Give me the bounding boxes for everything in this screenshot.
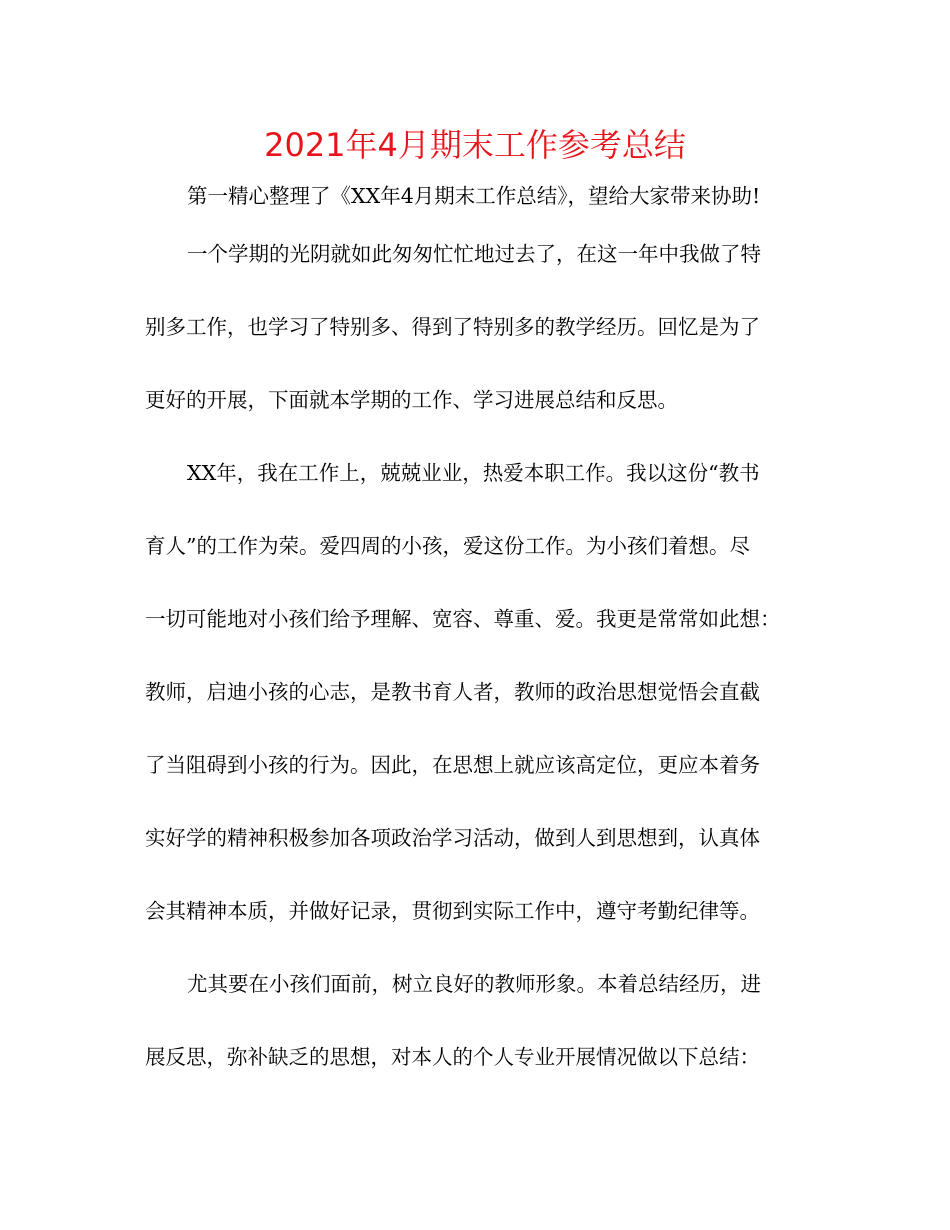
paragraph-line: 会其精神本质，并做好记录，贯彻到实际工作中，遵守考勤纪律等。 xyxy=(145,899,760,923)
document-body xyxy=(145,176,805,1110)
paragraph-line: 展反思，弥补缺乏的思想，对本人的个人专业开展情况做以下总结： xyxy=(145,1045,760,1069)
paragraph-line: 尤其要在小孩们面前，树立良好的教师形象。本着总结经历，进 xyxy=(187,972,761,996)
paragraph-line: 育人”的工作为荣。爱四周的小孩，爱这份工作。为小孩们着想。尽 xyxy=(145,534,750,558)
paragraph-line: 第一精心整理了《XX年4月期末工作总结》，望给大家带来协助! xyxy=(187,184,761,208)
paragraph-line: 实好学的精神积极参加各项政治学习活动，做到人到思想到，认真体 xyxy=(145,826,760,850)
paragraph-line: 别多工作，也学习了特别多、得到了特别多的教学经历。回忆是为了 xyxy=(145,315,760,339)
paragraph-line: 了当阻碍到小孩的行为。因此，在思想上就应该高定位，更应本着务 xyxy=(145,753,760,777)
paragraph-line: XX年，我在工作上，兢兢业业，热爱本职工作。我以这份“教书 xyxy=(187,461,760,485)
paragraph-line: 一个学期的光阴就如此匆匆忙忙地过去了，在这一年中我做了特 xyxy=(187,242,761,266)
paragraph-line: 教师，启迪小孩的心志，是教书育人者，教师的政治思想觉悟会直截 xyxy=(145,680,760,704)
paragraph-line: 一切可能地对小孩们给予理解、宽容、尊重、爱。我更是常常如此想： xyxy=(145,607,781,631)
document-title: 2021年4月期末工作参考总结 xyxy=(264,126,686,164)
paragraph-line: 更好的开展，下面就本学期的工作、学习进展总结和反思。 xyxy=(145,388,678,412)
